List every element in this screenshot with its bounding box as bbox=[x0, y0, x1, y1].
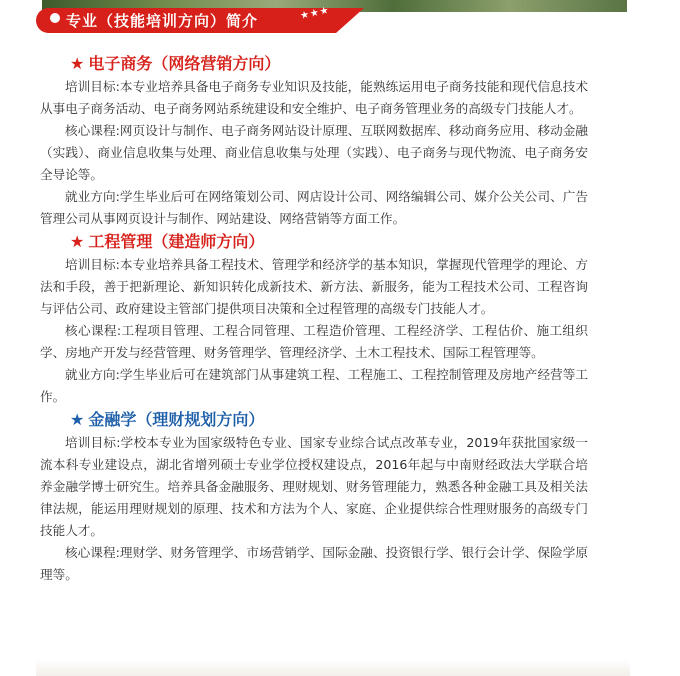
section-title-text: 金融学（理财规划方向） bbox=[88, 410, 265, 429]
page-title: 专业（技能培训方向）简介 bbox=[66, 12, 259, 30]
section-finance bbox=[40, 408, 588, 586]
paragraph-employment: 就业方向:学生毕业后可在网络策划公司、网店设计公司、网络编辑公司、媒介公关公司、广告管理公司从事网页设计与制作、网站建设、网络营销等方面工作。 bbox=[40, 189, 588, 226]
stars-decoration-icon: ★★★ bbox=[299, 5, 331, 22]
section-title bbox=[40, 52, 588, 76]
star-icon: ★ bbox=[70, 410, 85, 429]
star-icon: ★ bbox=[70, 232, 85, 251]
star-icon: ★ bbox=[70, 54, 85, 73]
section-title bbox=[40, 408, 588, 432]
content bbox=[40, 52, 588, 586]
paragraph-core-courses: 核心课程:网页设计与制作、电子商务网站设计原理、互联网数据库、移动商务应用、移动金融（实践）、商业信息收集与处理、商业信息收集与处理（实践）、电子商务与现代物流、电子商务安全导论等。 bbox=[40, 123, 588, 182]
paragraph-core-courses: 核心课程:工程项目管理、工程合同管理、工程造价管理、工程经济学、工程估价、施工组织学、房地产开发与经营管理、财务管理学、管理经济学、土木工程技术、国际工程管理等。 bbox=[40, 323, 588, 360]
bottom-strip bbox=[36, 660, 630, 676]
paragraph-employment: 就业方向:学生毕业后可在建筑部门从事建筑工程、工程施工、工程控制管理及房地产经营等工作。 bbox=[40, 367, 588, 404]
paragraph-core-courses: 核心课程:理财学、财务管理学、市场营销学、国际金融、投资银行学、银行会计学、保险学原理等。 bbox=[40, 545, 588, 582]
section-title-text: 电子商务（网络营销方向） bbox=[88, 54, 281, 73]
bullet-dot-icon bbox=[50, 13, 60, 23]
section-ecommerce bbox=[40, 52, 588, 230]
section-title bbox=[40, 230, 588, 254]
paragraph-training-goal: 培训目标:学校本专业为国家级特色专业、国家专业综合试点改革专业，2019年获批国家级一流本科专业建设点，湖北省增列硕士专业学位授权建设点，2016年起与中南财经政法大学联合培养金融学博士研究生。培养具备金融服务、理财规划、财务管理能力，熟悉各种金融工具及相关法律法规，能运用理财规划的原理、技术和方法为个人、家庭、企业提供综合性理财服务的高级专门技能人才。 bbox=[40, 435, 588, 538]
paragraph-training-goal: 培训目标:本专业培养具备工程技术、管理学和经济学的基本知识，掌握现代管理学的理论、方法和手段，善于把新理论、新知识转化成新技术、新方法、新服务，能为工程技术公司、工程咨询与评估公司、政府建设主管部门提供项目决策和全过程管理的高级专门技能人才。 bbox=[40, 257, 588, 316]
section-engineering-management bbox=[40, 230, 588, 408]
section-title-text: 工程管理（建造师方向） bbox=[88, 232, 265, 251]
paragraph-training-goal: 培训目标:本专业培养具备电子商务专业知识及技能，能熟练运用电子商务技能和现代信息技术从事电子商务活动、电子商务网站系统建设和安全维护、电子商务管理业务的高级专门技能人才。 bbox=[40, 79, 588, 116]
